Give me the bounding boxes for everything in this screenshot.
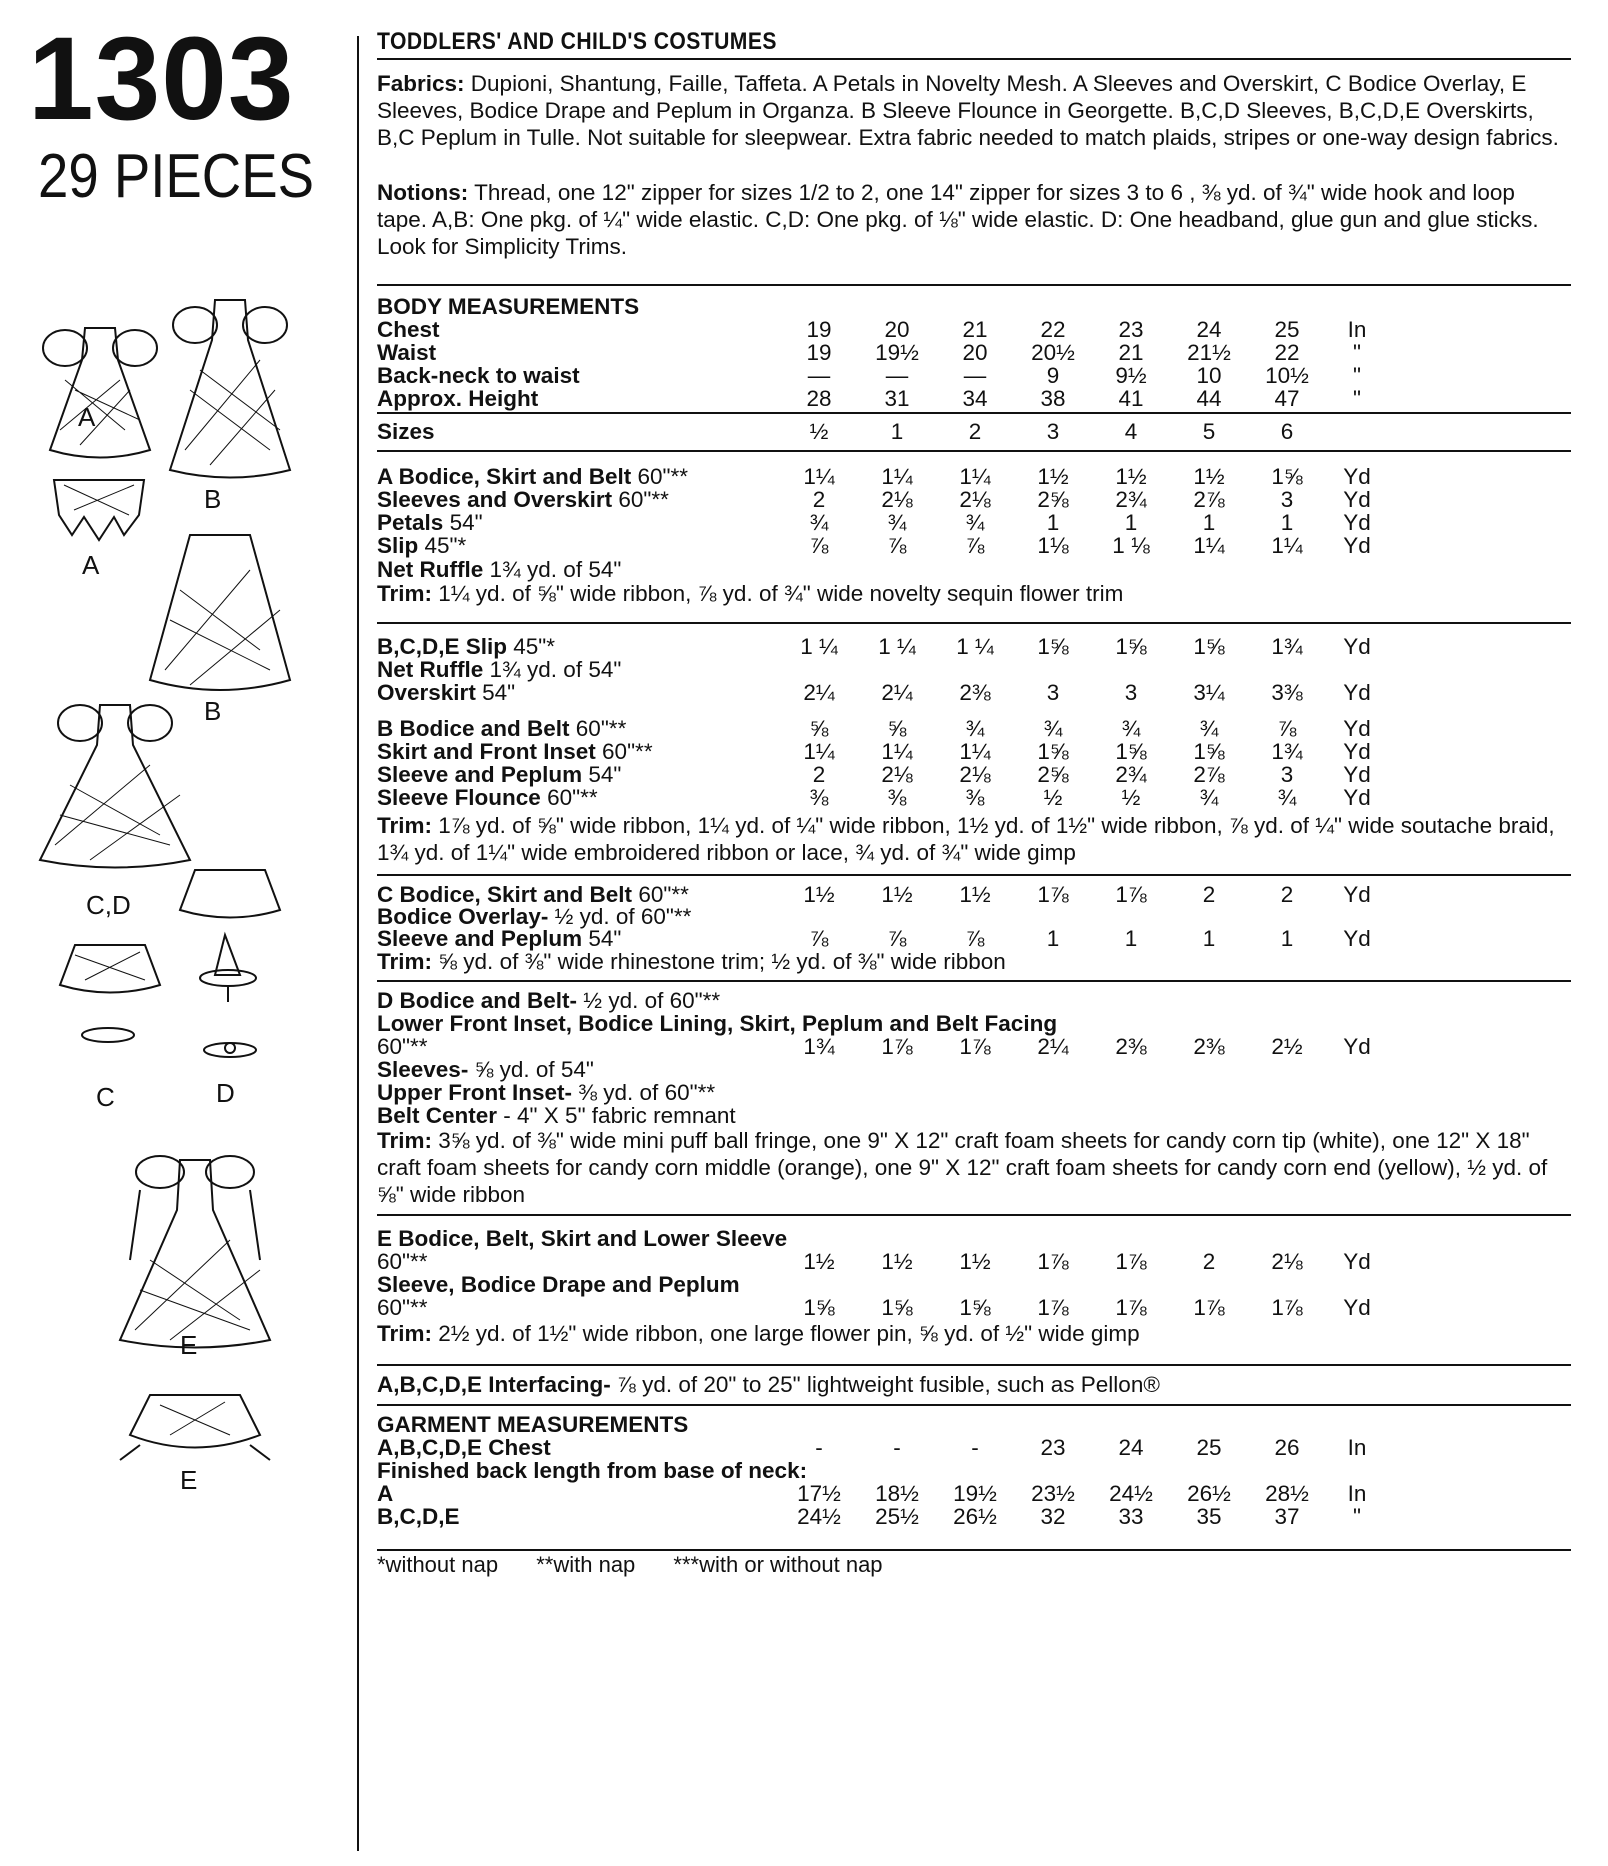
c-sleeve-row-value: 1 bbox=[1124, 926, 1138, 951]
b-row-value: 2⅛ bbox=[881, 762, 913, 787]
bcde-overskirt-row-value: 3⅜ bbox=[1271, 680, 1303, 705]
body-row-value: 20 bbox=[962, 340, 988, 365]
pattern-number: 1303 bbox=[28, 13, 295, 145]
a-row-value: ⅞ bbox=[965, 533, 985, 558]
bcde-overskirt-row bbox=[377, 680, 1571, 707]
body-row-value: 22 bbox=[1274, 340, 1300, 365]
divider bbox=[377, 1404, 1571, 1406]
view-label-d: D bbox=[216, 1078, 235, 1108]
body-measurements-heading: BODY MEASUREMENTS bbox=[377, 294, 640, 319]
measurement-table bbox=[377, 284, 1571, 1834]
view-label-b1: B bbox=[204, 484, 222, 514]
e-sleeve-row-value: 1⅝ bbox=[803, 1295, 835, 1320]
c-bodice-row-value: 1½ bbox=[881, 882, 913, 907]
body-row-value: 21 bbox=[962, 317, 988, 342]
b-row-label: B Bodice and Belt 60"** bbox=[377, 716, 627, 741]
body-row-value: 44 bbox=[1196, 386, 1222, 411]
e-bodice-row-value: 1½ bbox=[881, 1249, 913, 1274]
garment-bcde-row-value: 26½ bbox=[953, 1504, 997, 1529]
a-row-value: 1¼ bbox=[881, 464, 913, 489]
a-row-value: 1 ⅛ bbox=[1112, 533, 1150, 558]
b-row-unit: Yd bbox=[1343, 762, 1371, 787]
column-divider bbox=[357, 36, 359, 1851]
footnote-with-or-without-nap: ***with or without nap bbox=[673, 1552, 883, 1577]
a-row-value: 2⅛ bbox=[959, 487, 991, 512]
body-row-unit: " bbox=[1353, 363, 1361, 388]
garment-a-row-value: 18½ bbox=[875, 1481, 919, 1506]
a-row-value: 1½ bbox=[1115, 464, 1147, 489]
c-bodice-row-value: 1½ bbox=[959, 882, 991, 907]
e-bodice-row-value: 1⅞ bbox=[1037, 1249, 1069, 1274]
body-row-value: 19 bbox=[806, 317, 832, 342]
b-row-value: ¾ bbox=[1199, 785, 1219, 810]
garment-bcde-row-value: 37 bbox=[1274, 1504, 1300, 1529]
a-row-value: 1⅛ bbox=[1037, 533, 1069, 558]
c-sleeve-row-value: 1 bbox=[1202, 926, 1216, 951]
fabrics-paragraph bbox=[377, 70, 1571, 151]
sizes-value: 6 bbox=[1280, 419, 1294, 444]
c-bodice-row-value: 2 bbox=[1280, 882, 1294, 907]
view-label-cd: C,D bbox=[86, 890, 131, 920]
sizes-label: Sizes bbox=[377, 419, 435, 444]
view-label-b2: B bbox=[204, 696, 222, 726]
a-row-value: 2 bbox=[812, 487, 826, 512]
divider bbox=[377, 1364, 1571, 1366]
view-b-skirt-illustration bbox=[140, 530, 300, 700]
view-d-belt-illustration bbox=[200, 1035, 260, 1065]
bcde-overskirt-row-value: 3 bbox=[1046, 680, 1060, 705]
e-bodice-label-row-label: E Bodice, Belt, Skirt and Lower Sleeve bbox=[377, 1226, 788, 1251]
d-lower-row-label: 60"** bbox=[377, 1034, 428, 1059]
b-row-unit: Yd bbox=[1343, 785, 1371, 810]
view-e-peplum-illustration bbox=[110, 1390, 280, 1465]
notions-label: Notions: bbox=[377, 180, 469, 205]
bcde-slip-row-value: 1⅝ bbox=[1115, 634, 1147, 659]
witch-hat-headband-illustration bbox=[195, 930, 265, 1010]
sizes-value: 5 bbox=[1202, 419, 1216, 444]
bcde-slip-row-value: 1⅝ bbox=[1193, 634, 1225, 659]
b-row-value: ⅝ bbox=[887, 716, 907, 741]
body-row-value: 10 bbox=[1196, 363, 1222, 388]
garment-chest-row-value: - bbox=[815, 1435, 823, 1460]
interfacing-row: A,B,C,D,E Interfacing- ⅞ yd. of 20" to 25" lightweight fusible, such as Pellon® bbox=[377, 1372, 1160, 1397]
c-bodice-row-unit: Yd bbox=[1343, 882, 1371, 907]
garment-a-row-value: 28½ bbox=[1265, 1481, 1309, 1506]
b-row-value: 2 bbox=[812, 762, 826, 787]
a-trim: Trim: 1¼ yd. of ⅝" wide ribbon, ⅞ yd. of ¾" wide novelty sequin flower trim bbox=[377, 581, 1124, 606]
a-row-label: A Bodice, Skirt and Belt 60"** bbox=[377, 464, 689, 489]
b-row-value: ⅝ bbox=[809, 716, 829, 741]
bcde-overskirt-row-value: 2¼ bbox=[881, 680, 913, 705]
divider bbox=[377, 1214, 1571, 1216]
b-row-value: ⅜ bbox=[809, 785, 829, 810]
body-row-value: 21 bbox=[1118, 340, 1144, 365]
divider bbox=[377, 1549, 1571, 1551]
bcde-slip-row-value: 1 ¼ bbox=[878, 634, 916, 659]
a-row-value: 3 bbox=[1280, 487, 1294, 512]
a-row-value: 1 bbox=[1046, 510, 1060, 535]
a-row-value: 2⅞ bbox=[1193, 487, 1225, 512]
view-c-peplum-illustration bbox=[55, 940, 165, 1000]
body-row-value: 20½ bbox=[1031, 340, 1075, 365]
a-row-value: ⅞ bbox=[887, 533, 907, 558]
garment-bcde-row-value: 32 bbox=[1040, 1504, 1066, 1529]
e-bodice-row-value: 2 bbox=[1202, 1249, 1216, 1274]
divider bbox=[377, 450, 1571, 452]
garment-bcde-row-unit: " bbox=[1353, 1504, 1361, 1529]
c-bodice-row-label: C Bodice, Skirt and Belt 60"** bbox=[377, 882, 689, 907]
body-row-unit: In bbox=[1347, 317, 1367, 342]
d-belt-row bbox=[377, 1103, 1571, 1130]
bcde-overskirt-row-unit: Yd bbox=[1343, 680, 1371, 705]
a-row-value: 1¼ bbox=[803, 464, 835, 489]
page-title: TODDLERS' AND CHILD'S COSTUMES bbox=[377, 28, 777, 55]
body-row-value: 47 bbox=[1274, 386, 1300, 411]
d-lower-row-value: 2⅜ bbox=[1193, 1034, 1225, 1059]
e-sleeve-row-value: 1⅞ bbox=[1193, 1295, 1225, 1320]
a-row-value: 1¼ bbox=[1271, 533, 1303, 558]
view-label-e2: E bbox=[180, 1465, 198, 1495]
divider bbox=[377, 874, 1571, 876]
b-row-label: Sleeve Flounce 60"** bbox=[377, 785, 598, 810]
b-row-unit: Yd bbox=[1343, 716, 1371, 741]
garment-a-row-unit: In bbox=[1347, 1481, 1367, 1506]
body-row bbox=[377, 386, 1571, 413]
a-row-value: 1½ bbox=[1193, 464, 1225, 489]
body-row-value: — bbox=[963, 363, 987, 388]
d-lower-row-value: 1⅞ bbox=[959, 1034, 991, 1059]
bcde-net-ruffle-row-label: Net Ruffle 1¾ yd. of 54" bbox=[377, 657, 622, 682]
body-row-value: 22 bbox=[1040, 317, 1066, 342]
sizes-value: 2 bbox=[968, 419, 982, 444]
e-bodice-row-value: 2⅛ bbox=[1271, 1249, 1303, 1274]
garment-chest-row-unit: In bbox=[1347, 1435, 1367, 1460]
e-sleeve-label-row-label: Sleeve, Bodice Drape and Peplum bbox=[377, 1272, 740, 1297]
c-sleeve-row-value: ⅞ bbox=[809, 926, 829, 951]
a-row-unit: Yd bbox=[1343, 487, 1371, 512]
c-bodice-row-value: 1⅞ bbox=[1037, 882, 1069, 907]
a-row-label: Slip 45"* bbox=[377, 533, 467, 558]
bcde-slip-row-value: 1 ¼ bbox=[956, 634, 994, 659]
sizes bbox=[377, 419, 1571, 446]
pieces-count: 29 PIECES bbox=[38, 142, 314, 211]
e-bodice-row-unit: Yd bbox=[1343, 1249, 1371, 1274]
c-sleeve-row-unit: Yd bbox=[1343, 926, 1371, 951]
bcde-slip-row-value: 1⅝ bbox=[1037, 634, 1069, 659]
garment-chest-row-value: - bbox=[893, 1435, 901, 1460]
body-row-label: Approx. Height bbox=[377, 386, 539, 411]
body-row-label: Waist bbox=[377, 340, 437, 365]
b-row-value: ⅜ bbox=[887, 785, 907, 810]
a-row-value: 1¼ bbox=[959, 464, 991, 489]
b-row bbox=[377, 785, 1571, 812]
a-row-value: 1 bbox=[1202, 510, 1216, 535]
a-row-unit: Yd bbox=[1343, 533, 1371, 558]
b-row-value: ⅞ bbox=[1277, 716, 1297, 741]
a-row-value: 2¾ bbox=[1115, 487, 1147, 512]
d-trim: Trim: 3⅝ yd. of ⅜" wide mini puff ball fringe, one 9" X 12" craft foam sheets for candy corn tip (white), one 12" X 18" craft foam sheets for candy corn middle (orange), one 9" X 12" craft foam sheets for candy corn end (yellow), ½ yd. of ⅝" wide ribbon bbox=[377, 1128, 1548, 1207]
b-row-value: 2¾ bbox=[1115, 762, 1147, 787]
body-row-value: 21½ bbox=[1187, 340, 1231, 365]
b-row-value: 2⅛ bbox=[959, 762, 991, 787]
a-row-label: Petals 54" bbox=[377, 510, 483, 535]
body-row-value: 28 bbox=[806, 386, 832, 411]
b-row-value: ½ bbox=[1121, 785, 1141, 810]
a-row-value: 1¼ bbox=[1193, 533, 1225, 558]
garment-bcde-row-value: 33 bbox=[1118, 1504, 1144, 1529]
e-sleeve-row-value: 1⅝ bbox=[881, 1295, 913, 1320]
b-row-value: 1¼ bbox=[881, 739, 913, 764]
view-cd-dress-illustration bbox=[30, 695, 200, 875]
garment-bcde-row-label: B,C,D,E bbox=[377, 1504, 460, 1529]
e-bodice-row-value: 1⅞ bbox=[1115, 1249, 1147, 1274]
b-row-value: ¾ bbox=[965, 716, 985, 741]
a-row bbox=[377, 533, 1571, 560]
a-row-unit: Yd bbox=[1343, 464, 1371, 489]
c-sleeve-row-value: 1 bbox=[1280, 926, 1294, 951]
garment-a-row-label: A bbox=[377, 1481, 394, 1506]
e-bodice-row-value: 1½ bbox=[959, 1249, 991, 1274]
notions-text: Thread, one 12" zipper for sizes 1/2 to 2, one 14" zipper for sizes 3 to 6 , ⅜ yd. of ¾" wide hook and loop tape. A,B: One pkg. of ¼" wide elastic. C,D: One pkg. of ⅛" wide elastic. D: One headband, glue gun and glue sticks. Look for Simplicity Trims. bbox=[377, 180, 1539, 259]
c-bodice-row-value: 1½ bbox=[803, 882, 835, 907]
garment-chest-row-value: 23 bbox=[1040, 1435, 1066, 1460]
d-lower-row-unit: Yd bbox=[1343, 1034, 1371, 1059]
body-row-value: 10½ bbox=[1265, 363, 1309, 388]
garment-heading-label: GARMENT MEASUREMENTS bbox=[377, 1412, 689, 1437]
garment-a-row-value: 17½ bbox=[797, 1481, 841, 1506]
e-bodice-row-label: 60"** bbox=[377, 1249, 428, 1274]
fabrics-text: Dupioni, Shantung, Faille, Taffeta. A Petals in Novelty Mesh. A Sleeves and Overskirt, C Bodice Overlay, E Sleeves, Bodice Drape and Peplum in Organza. B Sleeve Flounce in Georgette. B,C,D Sleeves, B,C,D,E Overskirts, B,C Peplum in Tulle. Not suitable for sleepwear. Extra fabric needed to match plaids, stripes or one-way design fabrics. bbox=[377, 71, 1559, 150]
a-net-ruffle: Net Ruffle 1¾ yd. of 54" bbox=[377, 557, 622, 582]
a-row-value: 2⅝ bbox=[1037, 487, 1069, 512]
garment-chest-row-value: 26 bbox=[1274, 1435, 1300, 1460]
body-row-value: 20 bbox=[884, 317, 910, 342]
d-lower-row-value: 2⅜ bbox=[1115, 1034, 1147, 1059]
view-c-belt-illustration bbox=[78, 1020, 138, 1050]
body-row-value: 34 bbox=[962, 386, 988, 411]
sizes-value: 4 bbox=[1124, 419, 1138, 444]
b-row-value: ½ bbox=[1043, 785, 1063, 810]
garment-bcde-row-value: 35 bbox=[1196, 1504, 1222, 1529]
bcde-overskirt-row-value: 3 bbox=[1124, 680, 1138, 705]
body-row-value: 19 bbox=[806, 340, 832, 365]
garment-a-row-value: 19½ bbox=[953, 1481, 997, 1506]
e-sleeve-row-value: 1⅞ bbox=[1115, 1295, 1147, 1320]
d-lower-label-row-label: Lower Front Inset, Bodice Lining, Skirt, Peplum and Belt Facing bbox=[377, 1011, 1058, 1036]
d-lower-row-value: 2¼ bbox=[1037, 1034, 1069, 1059]
a-row-value: ¾ bbox=[965, 510, 985, 535]
c-bodice-row-value: 2 bbox=[1202, 882, 1216, 907]
notions-paragraph bbox=[377, 179, 1571, 260]
garment-chest-row-value: - bbox=[971, 1435, 979, 1460]
e-bodice-row-value: 1½ bbox=[803, 1249, 835, 1274]
c-sleeve-row-value: 1 bbox=[1046, 926, 1060, 951]
body-row-value: — bbox=[807, 363, 831, 388]
d-sleeves-row-label: Sleeves- ⅝ yd. of 54" bbox=[377, 1057, 594, 1082]
d-lower-row-value: 2½ bbox=[1271, 1034, 1303, 1059]
title-rule bbox=[377, 58, 1571, 60]
garment-chest-row-label: A,B,C,D,E Chest bbox=[377, 1435, 551, 1460]
body-row-unit: " bbox=[1353, 340, 1361, 365]
garment-back-label-row-label: Finished back length from base of neck: bbox=[377, 1458, 808, 1483]
d-upper-row-label: Upper Front Inset- ⅜ yd. of 60"** bbox=[377, 1080, 716, 1105]
bcde-overskirt-row-value: 3¼ bbox=[1193, 680, 1225, 705]
body-row-value: — bbox=[885, 363, 909, 388]
b-row-value: ¾ bbox=[1199, 716, 1219, 741]
b-row-value: 1¼ bbox=[803, 739, 835, 764]
footnote-without-nap: *without nap bbox=[377, 1552, 499, 1577]
garment-chest-row-value: 25 bbox=[1196, 1435, 1222, 1460]
body-row-value: 9½ bbox=[1115, 363, 1147, 388]
bcde-overskirt-row-label: Overskirt 54" bbox=[377, 680, 516, 705]
view-a-dress-illustration bbox=[30, 320, 170, 470]
yardage-chart bbox=[377, 28, 1571, 1834]
b-row-value: ⅜ bbox=[965, 785, 985, 810]
b-row-value: 2⅞ bbox=[1193, 762, 1225, 787]
divider bbox=[377, 980, 1571, 982]
a-row-value: ¾ bbox=[809, 510, 829, 535]
sizes-value: 3 bbox=[1046, 419, 1060, 444]
e-sleeve-row-value: 1⅝ bbox=[959, 1295, 991, 1320]
b-row-value: 1⅝ bbox=[1037, 739, 1069, 764]
view-label-e1: E bbox=[180, 1330, 198, 1360]
divider bbox=[377, 412, 1571, 414]
divider bbox=[377, 284, 1571, 286]
b-row-value: 1¾ bbox=[1271, 739, 1303, 764]
b-row-label: Skirt and Front Inset 60"** bbox=[377, 739, 653, 764]
e-sleeve-row-unit: Yd bbox=[1343, 1295, 1371, 1320]
sizes-value: 1 bbox=[890, 419, 904, 444]
body-row-value: 31 bbox=[884, 386, 910, 411]
body-row-value: 9 bbox=[1046, 363, 1060, 388]
c-sleeve-row-value: ⅞ bbox=[887, 926, 907, 951]
body-row-unit: " bbox=[1353, 386, 1361, 411]
e-sleeve-row-value: 1⅞ bbox=[1271, 1295, 1303, 1320]
b-row-value: ¾ bbox=[1121, 716, 1141, 741]
view-label-c: C bbox=[96, 1082, 115, 1112]
e-sleeve-row-label: 60"** bbox=[377, 1295, 428, 1320]
b-trim: Trim: 1⅞ yd. of ⅝" wide ribbon, 1¼ yd. of ¼" wide ribbon, 1½ yd. of 1½" wide ribbon, ⅞ yd. of ¼" wide soutache braid, 1¾ yd. of 1¼" wide embroidered ribbon or lace, ¾ yd. of ¾" wide gimp bbox=[377, 813, 1555, 865]
b-row-value: 1⅝ bbox=[1115, 739, 1147, 764]
bcde-overskirt-row-value: 2¼ bbox=[803, 680, 835, 705]
garment-bcde-row-value: 25½ bbox=[875, 1504, 919, 1529]
b-row-value: 1⅝ bbox=[1193, 739, 1225, 764]
c-sleeve-row-value: ⅞ bbox=[965, 926, 985, 951]
c-bodice-row-value: 1⅞ bbox=[1115, 882, 1147, 907]
d-lower-row-value: 1¾ bbox=[803, 1034, 835, 1059]
d-bodice-row-label: D Bodice and Belt- ½ yd. of 60"** bbox=[377, 988, 721, 1013]
sizes-value: ½ bbox=[809, 419, 829, 444]
e-sleeve-row bbox=[377, 1295, 1571, 1322]
garment-bcde-row bbox=[377, 1504, 1571, 1531]
garment-a-row-value: 24½ bbox=[1109, 1481, 1153, 1506]
view-label-a1: A bbox=[78, 402, 96, 432]
footnotes bbox=[377, 1552, 915, 1578]
a-row-label: Sleeves and Overskirt 60"** bbox=[377, 487, 669, 512]
garment-a-row-value: 23½ bbox=[1031, 1481, 1075, 1506]
d-belt-row-label: Belt Center - 4" X 5" fabric remnant bbox=[377, 1103, 736, 1128]
garment-a-row-value: 26½ bbox=[1187, 1481, 1231, 1506]
a-row-value: 1 bbox=[1280, 510, 1294, 535]
body-row-label: Chest bbox=[377, 317, 440, 342]
c-sleeve-row-label: Sleeve and Peplum 54" bbox=[377, 926, 622, 951]
illustrations bbox=[0, 320, 355, 1820]
body-row-label: Back-neck to waist bbox=[377, 363, 580, 388]
d-lower-row-value: 1⅞ bbox=[881, 1034, 913, 1059]
footnote-with-nap: **with nap bbox=[536, 1552, 636, 1577]
view-d-peplum-illustration bbox=[175, 865, 285, 925]
view-label-a2: A bbox=[82, 550, 100, 580]
body-row-value: 41 bbox=[1118, 386, 1144, 411]
b-row-value: ¾ bbox=[1043, 716, 1063, 741]
divider bbox=[377, 622, 1571, 624]
b-row-value: 3 bbox=[1280, 762, 1294, 787]
garment-bcde-row-value: 24½ bbox=[797, 1504, 841, 1529]
a-row-value: 2⅛ bbox=[881, 487, 913, 512]
view-e-dress-illustration bbox=[110, 1150, 280, 1360]
body-row-value: 38 bbox=[1040, 386, 1066, 411]
garment-chest-row-value: 24 bbox=[1118, 1435, 1144, 1460]
c-overlay-row-label: Bodice Overlay- ½ yd. of 60"** bbox=[377, 904, 692, 929]
bcde-slip-row-unit: Yd bbox=[1343, 634, 1371, 659]
b-row-value: 1¼ bbox=[959, 739, 991, 764]
bcde-slip-row-value: 1 ¼ bbox=[800, 634, 838, 659]
body-row-value: 25 bbox=[1274, 317, 1300, 342]
b-row-value: ¾ bbox=[1277, 785, 1297, 810]
bcde-overskirt-row-value: 2⅜ bbox=[959, 680, 991, 705]
a-row-value: 1 bbox=[1124, 510, 1138, 535]
fabrics-label: Fabrics: bbox=[377, 71, 465, 96]
b-row-unit: Yd bbox=[1343, 739, 1371, 764]
view-b-dress-illustration bbox=[160, 290, 300, 490]
a-row-value: 1½ bbox=[1037, 464, 1069, 489]
bcde-slip-row-value: 1¾ bbox=[1271, 634, 1303, 659]
b-row-label: Sleeve and Peplum 54" bbox=[377, 762, 622, 787]
view-a-skirt-illustration bbox=[44, 475, 154, 545]
a-row-value: ⅞ bbox=[809, 533, 829, 558]
e-trim: Trim: 2½ yd. of 1½" wide ribbon, one large flower pin, ⅝ yd. of ½" wide gimp bbox=[377, 1321, 1140, 1346]
bcde-slip-row-label: B,C,D,E Slip 45"* bbox=[377, 634, 556, 659]
body-row-value: 23 bbox=[1118, 317, 1144, 342]
body-row-value: 24 bbox=[1196, 317, 1222, 342]
a-row-value: 1⅝ bbox=[1271, 464, 1303, 489]
c-trim: Trim: ⅝ yd. of ⅜" wide rhinestone trim; ½ yd. of ⅜" wide ribbon bbox=[377, 949, 1006, 974]
a-row-unit: Yd bbox=[1343, 510, 1371, 535]
e-sleeve-row-value: 1⅞ bbox=[1037, 1295, 1069, 1320]
b-row-value: 2⅝ bbox=[1037, 762, 1069, 787]
body-row-value: 19½ bbox=[875, 340, 919, 365]
a-row-value: ¾ bbox=[887, 510, 907, 535]
